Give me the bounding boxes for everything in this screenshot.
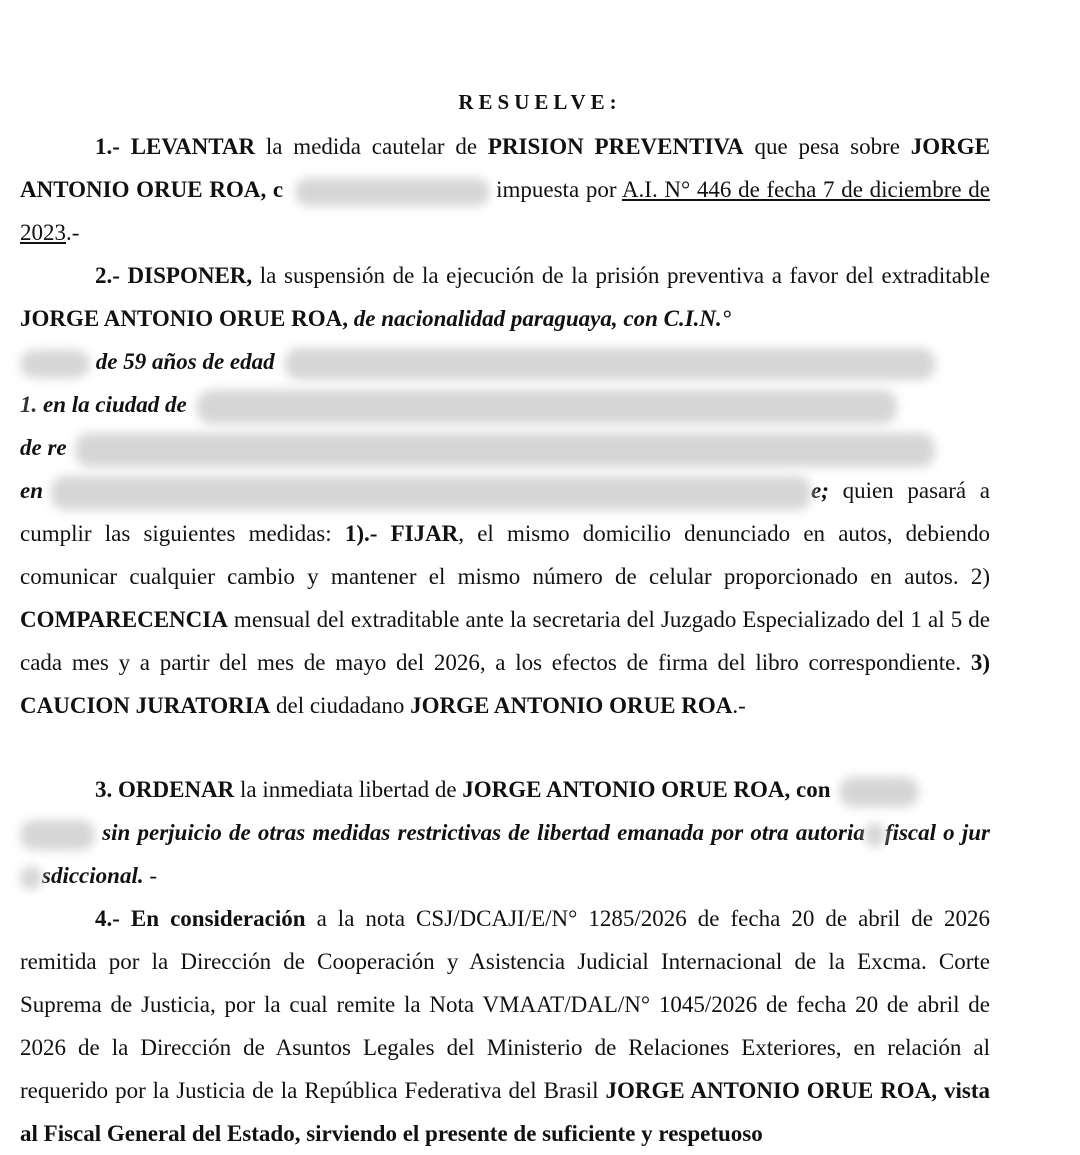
p1-text: que pesa sobre [743,134,911,159]
p1-text: impuesta por [496,177,622,202]
p2-person-name: JORGE ANTONIO ORUE ROA [410,693,733,718]
redacted-id [295,178,490,206]
redacted-fragment [865,823,885,847]
redacted-details [197,390,897,424]
redacted-details [285,348,935,380]
p4-text: a la nota CSJ/DCAJI/E/N° 1285/2026 de fecha 20 de abril de 2026 remitida por la Dirección de Cooperación y Asistencia Judicial Internacional de la Excma. Corte Suprema de Justicia, por la cual remite la Nota VMAAT/DAL/N° 1045/2026 de fecha 20 de abril de 2026 de la Dirección de Asuntos Legales del Ministerio de Relaciones Exteriores, en relación al requerido por la Justicia de la República Federativa del Brasil [20,906,991,1103]
redacted-id [20,820,95,850]
paragraph-2 [20,254,990,727]
p2-italic-text: de nacionalidad paraguaya, con C.I.N.° [348,306,731,331]
p2-number: 2.- DISPONER, [95,263,253,288]
p2-measure-3: 3) CAUCION JURATORIA [20,650,990,718]
p2-italic-text: 1. [20,392,38,417]
p2-text: quien pasará a cumplir las siguientes medidas: [20,478,990,546]
p2-text: , el mismo domicilio denunciado en autos, debiendo comunicar cualquier cambio y mantener el mismo número de celular proporcionado en autos. 2) [20,521,990,589]
p2-italic-text: de re [20,435,67,460]
p1-measure: PRISION PREVENTIVA [487,134,744,159]
p2-person-name: JORGE ANTONIO ORUE ROA, [20,306,349,331]
p3-text: - [143,863,158,888]
p2-text: la suspensión de la ejecución de la prisión preventiva a favor del extraditable [252,263,991,288]
resolution-heading: RESUELVE: [458,90,622,114]
p2-measure-2: COMPARECENCIA [20,607,228,632]
paragraph-4 [20,897,990,1155]
redacted-id [20,350,90,378]
redacted-id [839,777,919,807]
p2-text: mensual del extraditable ante la secretaria del Juzgado Especializado del 1 al 5 de cada mes y a partir del mes de mayo del 2026, a los efectos de firma del libro correspondiente. [20,607,990,675]
p3-italic-text: sdiccional. [42,863,144,888]
redacted-details [75,433,935,467]
p1-person-name: JORGE ANTONIO ORUE ROA, c [20,134,990,202]
p2-italic-text: en la ciudad de [37,392,187,417]
p2-italic-text: de 59 años de edad [90,349,275,374]
p1-number: 1.- LEVANTAR [95,134,256,159]
paragraph-3 [20,768,990,897]
p3-text: la inmediata libertad de [234,777,463,802]
p2-text: del ciudadano [270,693,411,718]
p1-text: la medida cautelar de [255,134,488,159]
redacted-details [51,476,811,510]
p3-number: 3. ORDENAR [95,777,235,802]
p3-italic-text: sin perjuicio de otras medidas restrictivas de libertad emanada por otra autoria [95,820,865,845]
p2-measure-1: 1).- FIJAR [344,521,459,546]
p1-text: .- [66,220,80,245]
p2-text: .- [732,693,746,718]
redacted-fragment [20,866,42,890]
p2-italic-text: e; [811,478,829,503]
p4-person-name: JORGE ANTONIO ORUE ROA, vista al Fiscal General del Estado, sirviendo el presente de suficiente y respetuoso [20,1078,990,1146]
p1-reference: A.I. N° 446 de fecha 7 de diciembre de 2023 [20,177,990,245]
p3-person-name: JORGE ANTONIO ORUE ROA, con [462,777,831,802]
p3-italic-text: fiscal o jur [884,820,990,845]
paragraph-1 [20,125,990,254]
p4-number: 4.- En consideración [95,906,306,931]
p2-italic-text: en [20,478,43,503]
